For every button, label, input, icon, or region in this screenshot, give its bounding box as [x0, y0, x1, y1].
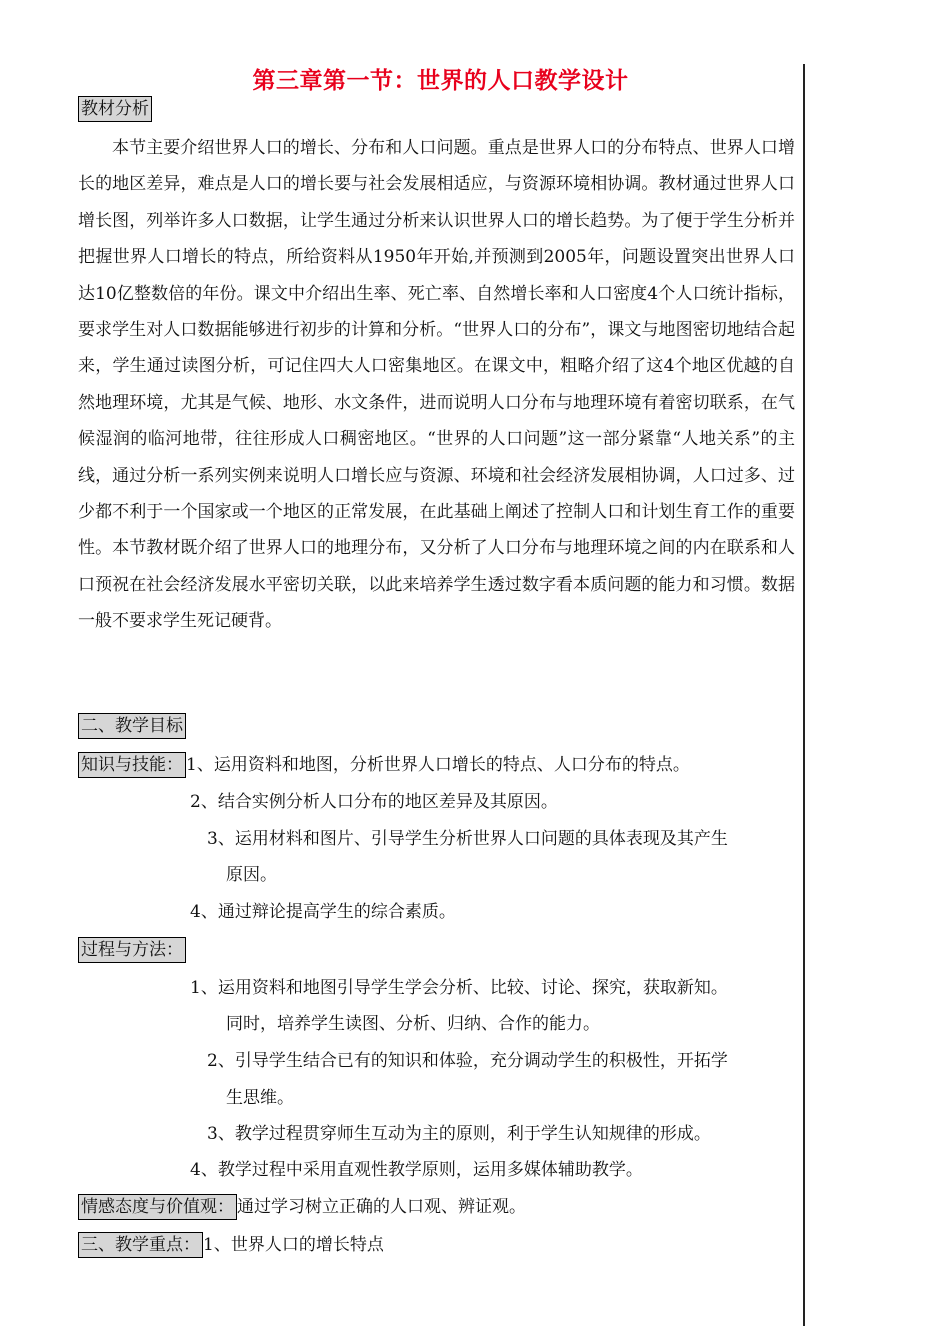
section-heading-material-analysis: 教材分析 [78, 96, 152, 122]
process-item-1-line-1: 1、运用资料和地图引导学生学会分析、比较、讨论、探究，获取新知。 [190, 978, 728, 998]
process-item-2-line-2: 生思维。 [226, 1088, 294, 1108]
process-methods-heading: 过程与方法： [78, 937, 186, 963]
knowledge-skills-row [78, 752, 690, 778]
knowledge-item-1: 1、运用资料和地图，分析世界人口增长的特点、人口分布的特点。 [186, 755, 690, 775]
knowledge-item-3-line-2: 原因。 [226, 865, 277, 885]
knowledge-item-3-line-1: 3、运用材料和图片、引导学生分析世界人口问题的具体表现及其产生 [207, 829, 728, 849]
section-heading-teaching-goals: 二、教学目标 [78, 713, 186, 739]
page-margin-rule [803, 64, 805, 1326]
teaching-focus-item-1: 1、世界人口的增长特点 [203, 1235, 384, 1255]
teaching-focus-row [78, 1232, 384, 1258]
emotion-values-row [78, 1194, 526, 1220]
page-title: 第三章第一节：世界的人口教学设计 [252, 68, 629, 94]
process-item-4: 4、教学过程中采用直观性教学原则，运用多媒体辅助教学。 [190, 1160, 643, 1180]
process-item-1-line-2: 同时，培养学生读图、分析、归纳、合作的能力。 [226, 1014, 600, 1034]
process-item-2-line-1: 2、引导学生结合已有的知识和体验，充分调动学生的积极性，开拓学 [207, 1051, 728, 1071]
knowledge-item-2: 2、结合实例分析人口分布的地区差异及其原因。 [190, 792, 558, 812]
knowledge-item-4: 4、通过辩论提高学生的综合素质。 [190, 902, 456, 922]
emotion-values-label: 情感态度与价值观： [78, 1194, 237, 1220]
material-analysis-paragraph: 本节主要介绍世界人口的增长、分布和人口问题。重点是世界人口的分布特点、世界人口增长的地区差异，难点是人口的增长要与社会发展相适应，与资源环境相协调。教材通过世界人口增长图，列举许多人口数据，让学生通过分析来认识世界人口的增长趋势。为了便于学生分析并把握世界人口增长的特点，所给资料从1950年开始,并预测到2005年，问题设置突出世界人口达10亿整数倍的年份。课文中介绍出生率、死亡率、自然增长率和人口密度4个人口统计指标，要求学生对人口数据能够进行初步的计算和分析。“世界人口的分布”，课文与地图密切地结合起来，学生通过读图分析，可记住四大人口密集地区。在课文中，粗略介绍了这4个地区优越的自然地理环境，尤其是气候、地形、水文条件，进而说明人口分布与地理环境有着密切联系，在气候湿润的临河地带，往往形成人口稠密地区。“世界的人口问题”这一部分紧靠“人地关系”的主线，通过分析一系列实例来说明人口增长应与资源、环境和社会经济发展相协调，人口过多、过少都不利于一个国家或一个地区的正常发展，在此基础上阐述了控制人口和计划生育工作的重要性。本节教材既介绍了世界人口的地理分布，又分析了人口分布与地理环境之间的内在联系和人口预祝在社会经济发展水平密切关联，以此来培养学生透过数字看本质问题的能力和习惯。数据一般不要求学生死记硬背。 [78, 138, 795, 632]
knowledge-skills-label: 知识与技能： [78, 752, 186, 778]
emotion-values-text: 通过学习树立正确的人口观、辨证观。 [237, 1197, 526, 1217]
teaching-focus-label: 三、教学重点： [78, 1232, 203, 1258]
process-item-3: 3、教学过程贯穿师生互动为主的原则，利于学生认知规律的形成。 [207, 1124, 711, 1144]
